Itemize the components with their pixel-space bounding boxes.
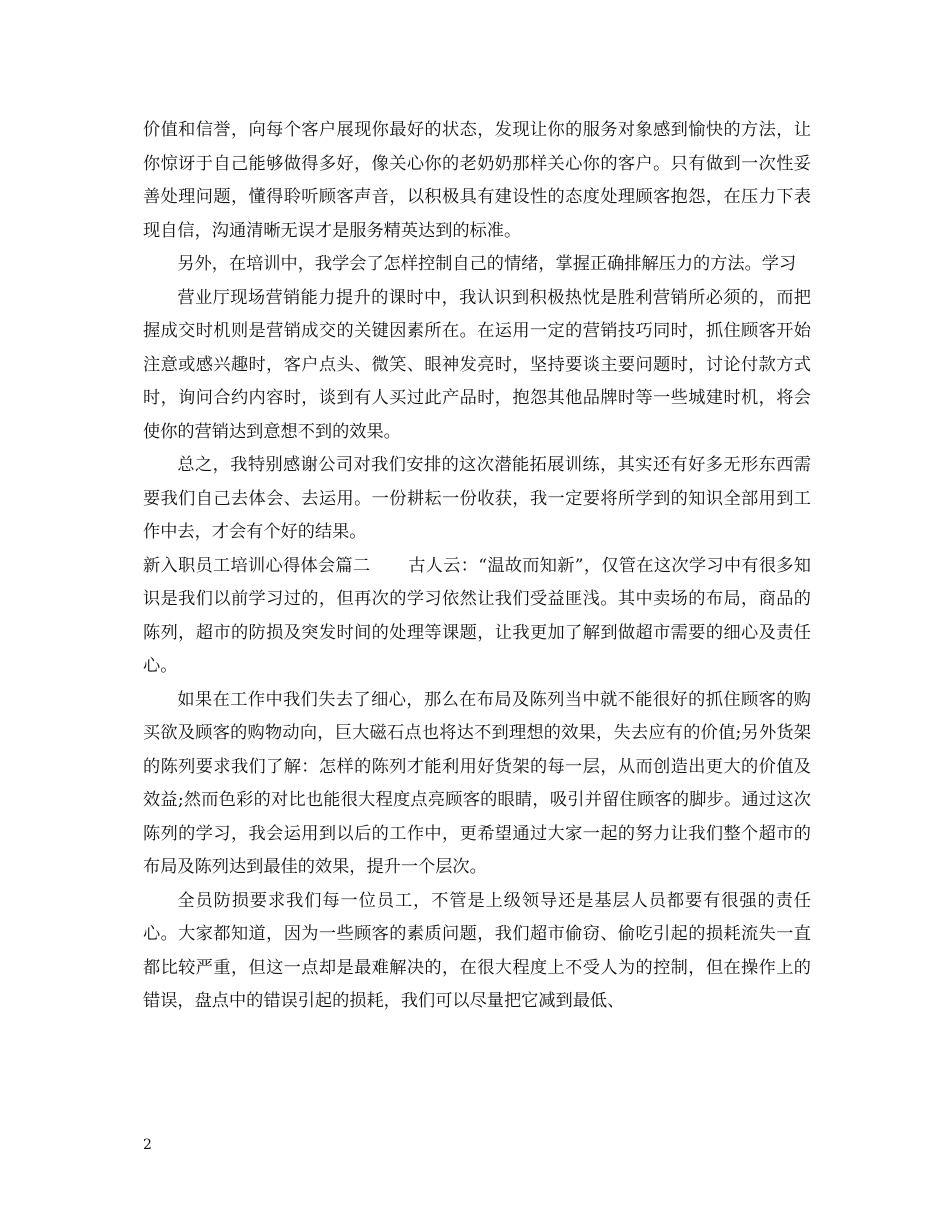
section-heading: 新入职员工培训心得体会篇二 xyxy=(143,555,371,576)
paragraph-1 xyxy=(143,114,811,248)
paragraph-3-text: 营业厅现场营销能力提升的课时中，我认识到积极热忱是胜利营销所必须的，而把握成交时机则是营销成交的关键因素所在。在运用一定的营销技巧同时，抓住顾客开始注意或感兴趣时，客户点头、微笑、眼神发亮时，坚持要谈主要问题时，讨论付款方式时，询问合约内容时，谈到有人买过此产品时，抱怨其他品牌时等一些城建时机，将会使你的营销达到意想不到的效果。 xyxy=(143,287,811,442)
paragraph-6-text: 如果在工作中我们失去了细心，那么在布局及陈列当中就不能很好的抓住顾客的购买欲及顾客的购物动向，巨大磁石点也将达不到理想的效果，失去应有的价值;另外货架的陈列要求我们了解：怎样的陈列才能利用好货架的每一层，从而创造出更大的价值及效益;然而色彩的对比也能很大程度点亮顾客的眼睛，吸引并留住顾客的脚步。通过这次陈列的学习，我会运用到以后的工作中，更希望通过大家一起的努力让我们整个超市的布局及陈列达到最佳的效果，提升一个层次。 xyxy=(143,689,811,877)
paragraph-2-text: 另外，在培训中，我学会了怎样控制自己的情绪，掌握正确排解压力的方法。学习 xyxy=(177,254,797,274)
paragraph-4 xyxy=(143,449,811,550)
paragraph-4-text: 总之，我特别感谢公司对我们安排的这次潜能拓展训练，其实还有好多无形东西需要我们自己去体会、去运用。一份耕耘一份收获，我一定要将所学到的知识全部用到工作中去，才会有个好的结果。 xyxy=(143,455,811,542)
paragraph-5-text: 古人云：“温故而知新”，仅管在这次学习中有很多知识是我们以前学习过的，但再次的学习依然让我们受益匪浅。其中卖场的布局，商品的陈列，超市的防损及突发时间的处理等课题，让我更加了解到做超市需要的细心及责任心。 xyxy=(143,555,811,676)
paragraph-5 xyxy=(143,550,811,684)
document-body xyxy=(143,114,811,1019)
paragraph-2 xyxy=(143,248,811,282)
paragraph-1-text: 价值和信誉，向每个客户展现你最好的状态，发现让你的服务对象感到愉快的方法，让你惊讶于自己能够做得多好，像关心你的老奶奶那样关心你的客户。只有做到一次性妥善处理问题，懂得聆听顾客声音，以积极具有建设性的态度处理顾客抱怨，在压力下表现自信，沟通清晰无误才是服务精英达到的标准。 xyxy=(143,120,811,241)
page-number: 2 xyxy=(143,1137,152,1153)
paragraph-3 xyxy=(143,282,811,450)
paragraph-6 xyxy=(143,684,811,885)
paragraph-7 xyxy=(143,885,811,1019)
paragraph-7-text: 全员防损要求我们每一位员工，不管是上级领导还是基层人员都要有很强的责任心。大家都知道，因为一些顾客的素质问题，我们超市偷窃、偷吃引起的损耗流失一直都比较严重，但这一点却是最难解决的，在很大程度上不受人为的控制，但在操作上的错误，盘点中的错误引起的损耗，我们可以尽量把它减到最低、 xyxy=(143,890,811,1011)
